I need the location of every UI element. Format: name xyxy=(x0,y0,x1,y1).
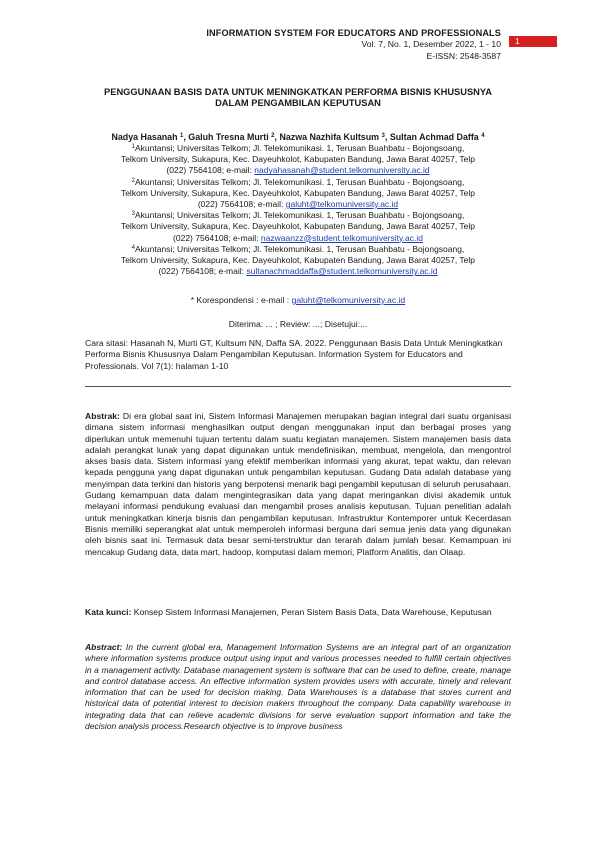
affiliation-line: (022) 7564108; e-mail: xyxy=(173,232,261,243)
author-email-link[interactable]: nadyahasanah@student.telkomuniversity.ac.id xyxy=(254,165,430,176)
correspondence-email-link[interactable]: galuht@telkomuniversity.ac.id xyxy=(291,295,406,305)
correspondence-label: * Korespondensi : e-mail : xyxy=(190,295,292,305)
divider xyxy=(85,386,511,387)
title-line-2: DALAM PENGAMBILAN KEPUTUSAN xyxy=(215,98,381,108)
keywords xyxy=(85,607,511,618)
affiliation-line: Akuntansi; Universitas Telkom; Jl. Telekomunikasi. 1, Terusan Buahbatu - Bojongsoang, xyxy=(135,243,465,254)
affiliation-line: Akuntansi; Universitas Telkom; Jl. Telekomunikasi. 1, Terusan Buahbatu - Bojongsoang, xyxy=(135,143,465,153)
author-sup: 4 xyxy=(481,133,485,139)
abstract-text: In the current global era, Management Information Systems are an integral part of an organization where information systems produce output using input and various processes needed to fulfill certain objectives in a management activity. Database management system is software that can be used to define, create, manage and control database access. An effective information system provides users with accurate, timely and relevant information that can be used for decision making. Data Warehouses is a database that stores current and historical data of potential interest to decision makers throughout the company. Data capability warehouse in integrating data that can relieve academic divisions for serve evaluation support information and take the decision analysis process.Research objective is to improve business xyxy=(85,642,511,732)
volume-info: Vol. 7, No. 1, Desember 2022, 1 - 10 xyxy=(361,39,501,49)
submission-dates: Diterima: ... ; Review: ...; Disetujui:... xyxy=(228,319,368,329)
affiliation-line: Telkom University, Sukapura, Kec. Dayeuhkolot, Kabupaten Bandung, Jawa Barat 40257, Telp xyxy=(120,221,476,232)
issn: E-ISSN: 2548-3587 xyxy=(426,50,501,61)
author-sup: 3 xyxy=(381,133,385,139)
affiliation xyxy=(70,177,526,211)
author-list: Nadya Hasanah $^1$, Galuh Tresna Murti $^2$, Nazwa Nazhifa Kultsum $^3$, Sultan Achmad Daffa $^4$ xyxy=(111,132,485,142)
journal-header xyxy=(206,27,501,62)
author-email-link[interactable]: sultanachmaddaffa@student.telkomuniversity.ac.id xyxy=(246,266,438,277)
affiliations xyxy=(70,143,526,277)
abstrak-label: Abstrak: xyxy=(85,411,120,421)
affiliation xyxy=(70,244,526,278)
journal-name: INFORMATION SYSTEM FOR EDUCATORS AND PROFESSIONALS xyxy=(206,28,501,38)
author-sup: 1 xyxy=(180,133,184,139)
author-name: Sultan Achmad Daffa xyxy=(389,132,479,142)
author-email-link[interactable]: nazwaanzz@student.telkomuniversity.ac.id xyxy=(260,232,423,243)
abstract-english xyxy=(85,642,511,750)
author-sup: 2 xyxy=(271,133,275,139)
paper-title xyxy=(60,87,536,109)
author-name: Nadya Hasanah xyxy=(111,132,178,142)
affiliation-sup: 2 xyxy=(131,177,135,184)
affiliation xyxy=(70,210,526,244)
abstract-label: Abstract: xyxy=(85,642,123,652)
affiliation-line: Akuntansi; Universitas Telkom; Jl. Telekomunikasi. 1, Terusan Buahbatu - Bojongsoang, xyxy=(135,210,465,221)
affiliation-sup: 3 xyxy=(131,211,135,218)
title-line-1: PENGGUNAAN BASIS DATA UNTUK MENINGKATKAN PERFORMA BISNIS KHUSUSNYA xyxy=(104,87,492,97)
affiliation-line: (022) 7564108; e-mail: xyxy=(197,199,286,210)
affiliation-line: Akuntansi; Universitas Telkom; Jl. Telekomunikasi. 1, Terusan Buahbatu - Bojongsoang, xyxy=(135,176,465,187)
author-name: Galuh Tresna Murti xyxy=(188,132,269,142)
affiliation-line: Telkom University, Sukapura, Kec. Dayeuhkolot, Kabupaten Bandung, Jawa Barat 40257, Telp xyxy=(120,187,476,198)
affiliation-line: Telkom University, Sukapura, Kec. Dayeuhkolot, Kabupaten Bandung, Jawa Barat 40257, Telp xyxy=(120,255,476,266)
affiliation-line: (022) 7564108; e-mail: xyxy=(158,266,247,277)
affiliation xyxy=(70,143,526,177)
abstrak-text: Di era global saat ini, Sistem Informasi Manajemen merupakan bagian integral dari suatu organisasi dimana sistem informasi menghasilkan output dengan menggunakan input dan berbagai proses yang diperlukan untuk memenuhi tujuan tertentu dalam suatu kegiatan manajemen. Sistem manajemen basis data adalah perangkat lunak yang dapat digunakan untuk mendefinisikan, membuat, mengelola, dan mengontrol akses basis data. Sistem informasi yang efektif memberikan informasi yang akurat, tepat waktu, dan relevan kepada pengguna yang dapat digunakan untuk pengambilan keputusan. Gudang Data adalah database yang menyimpan data terkini dan historis yang berpotensi menarik bagi pengambil keputusan di seluruh perusahaan. Gudang kemampuan data dalam mengintegrasikan data yang dapat meringankan divisi akademik untuk melayani informasi pendukung evaluasi dan mengambil proses analisis keputusan. Tujuan penelitian adalah untuk meningkatkan kinerja bisnis dan pengambilan keputusan. Infrastruktur Kontemporer untuk Kecerdasan Bisnis memiliki seperangkat alat untuk memperoleh informasi berguna dari semua jenis data yang digunakan oleh bisnis saat ini. Termasuk data besar semi-terstruktur dan terarah dalam jumlah besar. Kemampuan ini mencakup Gudang data, data mart, hadoop, komputasi dalam memori, Platform Analitis, dan Olaap. xyxy=(85,411,511,557)
author-email-link[interactable]: galuht@telkomuniversity.ac.id xyxy=(285,199,399,210)
keywords-text: Konsep Sistem Informasi Manajemen, Peran Sistem Basis Data, Data Warehouse, Keputusan xyxy=(131,607,492,617)
affiliation-sup: 1 xyxy=(131,144,135,150)
keywords-label: Kata kunci: xyxy=(85,607,132,617)
author-name: Nazwa Nazhifa Kultsum xyxy=(279,132,380,142)
correspondence xyxy=(60,294,536,306)
affiliation-line: (022) 7564108; e-mail: xyxy=(166,165,255,176)
affiliation-sup: 4 xyxy=(131,244,135,251)
page-number-badge: 1 xyxy=(509,36,557,47)
affiliation-line: Telkom University, Sukapura, Kec. Dayeuhkolot, Kabupaten Bandung, Jawa Barat 40257, Telp xyxy=(120,154,476,165)
citation: Cara sitasi: Hasanah N, Murti GT, Kultsum NN, Daffa SA. 2022. Penggunaan Basis Data Untuk Meningkatkan Performa Bisnis Khususnya Dalam Pengambilan Keputusan. Information System for Educators and Professionals. Vol 7(1): halaman 1-10 xyxy=(85,338,503,371)
abstrak xyxy=(85,411,511,558)
